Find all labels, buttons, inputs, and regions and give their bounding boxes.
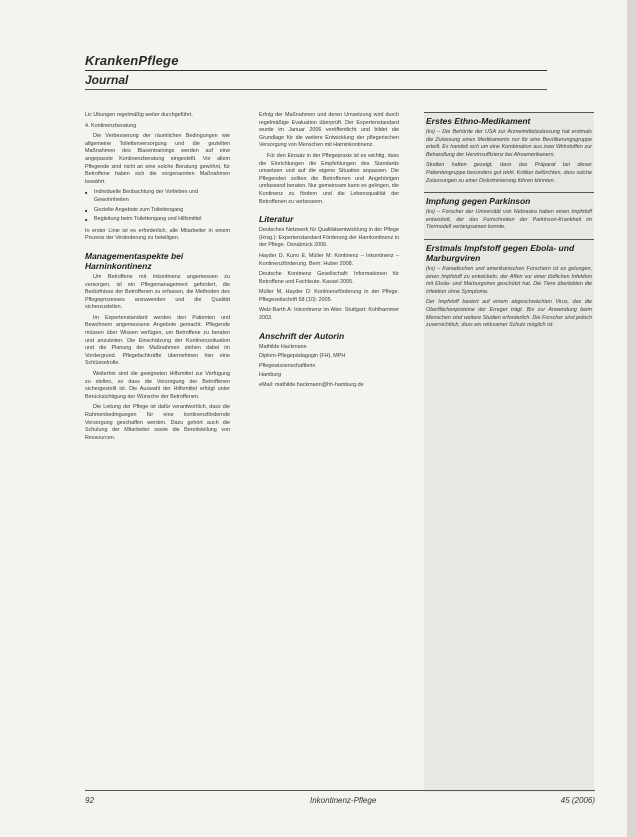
news-title: Impfung gegen Parkinson bbox=[426, 196, 531, 207]
author-address bbox=[259, 344, 399, 390]
paragraph: Weiterhin sind die geeigneten Hilfsmittel zur Verfügung zu stellen, so dass die Versorgung der Betroffenen sichergestellt ist. Die Auswahl der Hilfsmittel erfolgt unter Berücksichtigung der Wünsche der Betroffenen. bbox=[85, 371, 230, 400]
address-line: Pflegewissenschaftlerin bbox=[259, 362, 316, 369]
news-box-ethno-medikament bbox=[424, 112, 594, 192]
heading-managementaspekte: Managementaspekte bei Harninkontinenz bbox=[85, 250, 184, 271]
magazine-brand: KrankenPflege bbox=[85, 53, 179, 68]
heading-anschrift: Anschrift der Autorin bbox=[259, 330, 345, 341]
news-title: Erstes Ethno-Medikament bbox=[426, 116, 531, 126]
paragraph: Erfolg der Maßnahmen und deren Umsetzung wird durch regelmäßige Evaluation überprüft. Der Expertenstandard wurde im Januar 2006 veröffentlicht und bildet die Grundlage für die weitere Entwicklung der pflegerischen Versorgung von Menschen mit Harninkontinenz. bbox=[259, 112, 399, 149]
news-paragraph: (ks) – Die Behörde der USA zur Arzneimittelzulassung hat erstmals die Zulassung eines Medikaments nur für eine Bevölkerungsgruppe erteilt. Es handelt sich um eine Kombination aus zwei Wirkstoffen zur Behandlung der Herzinsuffizienz bei Afroamerikanern. bbox=[426, 129, 592, 158]
reference-item: Deutsches Netzwerk für Qualitätsentwicklung in der Pflege (Hrsg.): Expertenstandard Förderung der Harnkontinenz in der Pflege. Osnabrück 2006. bbox=[259, 227, 399, 249]
news-paragraph: (ks) – Kanadischen und amerikanischen Forschern ist es gelungen, einen Impfstoff zu entwickeln, der Affen vor einer tödlichen Infektion mit Ebola- und Marburgviren geschützt hat. Die Tiere überlebten die Infektion ohne Symptome. bbox=[426, 265, 592, 295]
column-left bbox=[85, 112, 230, 792]
heading-literatur: Literatur bbox=[259, 214, 294, 225]
bullet-item: ■ Gezielte Angebote zum Toilettengang bbox=[85, 207, 230, 215]
address-line: Hamburg bbox=[259, 372, 282, 379]
reference-item: Müller M, Hayder D: Kontinenzförderung in der Pflege. Pflegezeitschrift 58 (10): 2005. bbox=[259, 289, 399, 303]
paragraph: Um Betroffene mit Inkontinenz angemessen zu versorgen, ist ein Pflegemanagement gefordert, die Bedürfnisse der Betroffenen zu erfassen, die Methoden des Pflegeprozesses anzuwenden und die Qualität sicherzustellen. bbox=[85, 273, 230, 311]
column-news-sidebar bbox=[424, 112, 594, 792]
header-rule-lower bbox=[85, 89, 547, 90]
column-middle bbox=[259, 112, 399, 792]
intro-text: Lic Übungen regelmäßig weiter durchgeführt. bbox=[85, 112, 193, 118]
reference-item: Deutsche Kontinenz Gesellschaft: Informationen für Betroffene und Fachleute. Kassel 2005. bbox=[259, 271, 399, 285]
news-box-ebola-impfstoff bbox=[424, 239, 594, 337]
news-paragraph: (ks) – Forscher der Universität von Nebraska haben einen Impfstoff entwickelt, der das Fortschreiten der Parkinson-Krankheit im Tiermodell verlangsamen konnte. bbox=[426, 209, 592, 231]
news-box-impfung-parkinson bbox=[424, 192, 594, 239]
page-header bbox=[85, 53, 547, 90]
section-title: Journal bbox=[85, 73, 129, 87]
paragraph: In erster Linie ist es erforderlich, alle Mitarbeiter in einem Prozess der Veränderung zu beteiligen. bbox=[85, 227, 230, 242]
reference-item: Hayder D, Kuno E, Müller M: Kontinenz – Inkontinenz – Kontinenzförderung. Bern: Huber 2008. bbox=[259, 252, 399, 267]
author-email: eMail: mathilde.hackmann@hh-hamburg.de bbox=[259, 382, 364, 389]
paragraph: Im Expertenstandard werden den Patienten und Bewohnern angemessene Angebote gemacht. Pflegende müssen über Wissen verfügen, um Betroffene zu beraten und anzuleiten. Die Einschätzung der Kontinenzsituation und die Planung der Maßnahmen stehen dabei im Vordergrund. Pflegefachkräfte übernehmen hier eine Schlüsselrolle. bbox=[85, 314, 230, 367]
news-paragraph: Studien hatten gezeigt, dass das Präparat bei dieser Patientengruppe besonders gut wirkt. Kritiker befürchten, dass solche Zulassungen zu einer Diskriminierung führen könnten. bbox=[426, 162, 593, 184]
paragraph: Für den Einsatz in der Pflegepraxis ist es wichtig, dass die Einrichtungen die Empfehlungen des Standards umsetzen und auf die eigene Situation anpassen. Die Pflegenden sollten die Betroffenen und Angehörigen umfassend beraten. Nur gemeinsam kann es gelingen, die Kontinenz zu fördern und die Lebensqualität der Betroffenen zu verbessern. bbox=[259, 152, 399, 205]
issue-number: 45 (2006) bbox=[560, 796, 595, 805]
footer-topic: Inkontinenz-Pflege bbox=[310, 796, 377, 805]
header-rule bbox=[85, 70, 547, 71]
subheading-kontinenzberatung: 4. Kontinenzberatung bbox=[85, 122, 137, 129]
paragraph: Die Leitung der Pflege ist dafür verantwortlich, dass die Rahmenbedingungen für eine kontinenzfördernde Versorgung geschaffen werden. Dazu gehört auch die Schulung der Mitarbeiter sowie die Bereitstellung von Ressourcen. bbox=[85, 404, 230, 441]
bullet-item: ■ Begleitung beim Toilettengang und Hilfsmittel bbox=[85, 216, 230, 224]
news-paragraph: Der Impfstoff basiert auf einem abgeschwächten Virus, das die Oberflächenproteine der Erreger trägt. Bis zur Anwendung beim Menschen sind weitere Studien erforderlich. Die Forscher sind jedoch zuversichtlich, dass ein wirksamer Schutz möglich ist. bbox=[426, 299, 592, 329]
reference-item: Welz-Barth A: Inkontinenz im Alter. Stuttgart: Kohlhammer 2003. bbox=[259, 307, 399, 322]
address-line: Diplom-Pflegepädagogin (FH), MPH bbox=[259, 353, 346, 360]
paragraph: Die Verbesserung der räumlichen Bedingungen wie allgemeine Toilettenversorgung und die gezielten Maßnahmen des Blasentrainings werden auf eine angepasste Kontinenzberatung eingestellt. Vor allem Pflegende sind nicht an eine solche Beratung gewöhnt, für Betroffene haben sich die vorgenannten Maßnahmen bewährt. bbox=[85, 133, 230, 185]
page-number: 92 bbox=[85, 796, 94, 805]
news-title: Erstmals Impfstoff gegen Ebola- und Marburgviren bbox=[426, 242, 575, 263]
bullet-item: ■ Individuelle Beobachtung der Vorlieben und Gewohnheiten bbox=[85, 189, 230, 204]
address-line: Mathilde Hackmann bbox=[259, 343, 307, 350]
page-edge bbox=[627, 0, 635, 837]
page-footer bbox=[85, 790, 595, 805]
bullet-list bbox=[85, 189, 230, 223]
